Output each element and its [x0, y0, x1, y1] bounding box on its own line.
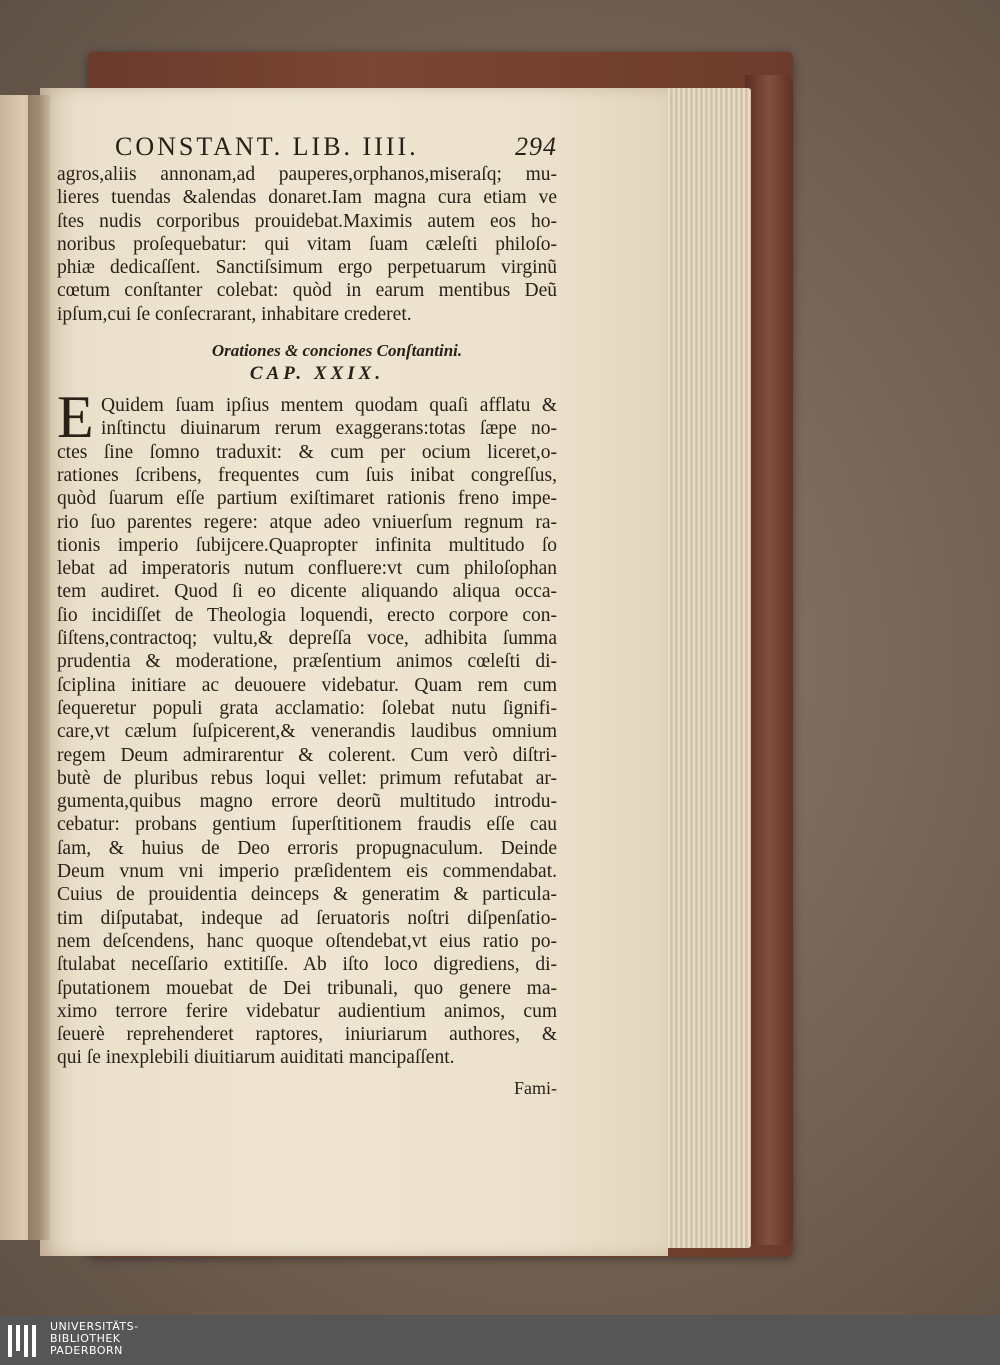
- library-name-line1: UNIVERSITÄTS-: [50, 1320, 139, 1333]
- library-name: [50, 1321, 139, 1357]
- text-line: ſio incidiſſet de Theologia loquendi, erecto corpore con-: [57, 604, 557, 626]
- text-line: quòd ſuarum eſſe partium exiſtimaret rationis freno impe-: [57, 488, 557, 510]
- text-line: lebat ad imperatoris nutum confluere:vt cum philoſophan: [57, 558, 557, 580]
- page-number: 294: [515, 132, 557, 161]
- text-line: Cuius de prouidentia deinceps & generatim & particula-: [57, 884, 557, 906]
- running-head-title: CONSTANT. LIB. IIII.: [115, 132, 419, 161]
- text-block: [57, 132, 557, 1100]
- page-edges: [663, 88, 751, 1248]
- text-line: regem Deum admirarentur & colerent. Cum verò diſtri-: [57, 744, 557, 766]
- chapter-heading: [57, 340, 557, 386]
- library-logo-icon: [6, 1321, 42, 1361]
- text-line: ſputationem mouebat de Dei tribunali, quo genere ma-: [57, 977, 557, 999]
- text-line: ſciplina initiare ac deuouere videbatur. Quam rem cum: [57, 674, 557, 696]
- paragraph-1: [57, 163, 557, 326]
- text-line: tionis imperio ſubijcere.Quapropter infinita multitudo ſo: [57, 534, 557, 556]
- book-page: [40, 88, 668, 1256]
- text-line: rationes ſcribens, frequentes cum ſuis inibat congreſſus,: [57, 464, 557, 486]
- gutter-shadow: [28, 95, 50, 1240]
- text-line: ipſum,cui ſe conſecrarant, inhabitare crederet.: [57, 303, 412, 325]
- text-line: agros,aliis annonam,ad pauperes,orphanos,miseraſq; mu-: [57, 164, 557, 185]
- text-line: inſtinctu diuinarum rerum exaggerans:totas ſæpe no-: [101, 418, 557, 440]
- text-line: ſeuerè reprehenderet raptores, iniuriarum authores, &: [57, 1024, 557, 1046]
- text-line: prudentia & moderatione, præſentium animos cœleſti di-: [57, 651, 557, 673]
- text-line: phiæ dedicaſſent. Sanctiſsimum ergo perpetuarum virginũ: [57, 257, 557, 279]
- text-line: tim diſputabat, indeque ad ſeruatoris noſtri diſpenſatio-: [57, 907, 557, 929]
- text-line: ſam, & huius de Deo erroris propugnaculum. Deinde: [57, 837, 557, 859]
- text-line: noribus proſequebatur: qui vitam ſuam cæleſti philoſo-: [57, 233, 557, 255]
- text-line: ximo terrore ferire videbatur audientium animos, cum: [57, 1000, 557, 1022]
- text-line: gumenta,quibus magno errore deorũ multitudo introdu-: [57, 791, 557, 813]
- running-head: [115, 132, 557, 162]
- catchword: Fami-: [514, 1077, 557, 1098]
- text-line: Deum vnum vni imperio præſidentem eis commendabat.: [57, 861, 557, 883]
- text-line: rio ſuo parentes regere: atque adeo vniuerſum regnum ra-: [57, 511, 557, 533]
- text-line: care,vt cælum ſuſpicerent,& venerandis laudibus omnium: [57, 721, 557, 743]
- text-line: ſtes nudis corporibus prouidebat.Maximis autem eos ho-: [57, 210, 557, 232]
- text-line: ſequeretur populi grata acclamatio: ſolebat nutu ſignifi-: [57, 697, 557, 719]
- library-name-line3: PADERBORN: [50, 1344, 123, 1357]
- text-line: lieres tuendas &alendas donaret.Iam magna cura etiam ve: [57, 187, 557, 209]
- chapter-title: Orationes & conciones Conſtantini.: [211, 341, 463, 361]
- text-line: Quidem ſuam ipſius mentem quodam quaſi afflatu &: [101, 395, 557, 417]
- text-line: ctes ſine ſomno traduxit: & cum per ocium liceret,o-: [57, 441, 557, 463]
- text-line: ſtulabat neceſſario extitiſſe. Ab iſto loco digrediens, di-: [57, 954, 557, 976]
- library-name-line2: BIBLIOTHEK: [50, 1332, 121, 1345]
- text-line: cœtum conſtanter colebat: quòd in earum mentibus Deũ: [57, 280, 557, 302]
- drop-cap: E: [57, 384, 94, 451]
- chapter-number: CAP. XXIX.: [249, 363, 385, 385]
- book-cover-edge: [745, 75, 793, 1245]
- paragraph-2: [57, 384, 557, 1070]
- text-line: nem deſcendens, hanc quoque oſtendebat,vt eius ratio po-: [57, 930, 557, 952]
- text-line: ſiſtens,contractoq; vultu,& depreſſa voce, adhibita ſumma: [57, 628, 557, 650]
- text-line: cebatur: probans gentium ſuperſtitionem fraudis eſſe cau: [57, 814, 557, 836]
- library-footer: [0, 1315, 1000, 1365]
- text-line: butè de pluribus rebus loqui vellet: primum refutabat ar-: [57, 767, 557, 789]
- text-line: qui ſe inexplebili diuitiarum auiditati mancipaſſent.: [57, 1047, 455, 1069]
- text-line: tem audiret. Quod ſi eo dicente aliquando aliqua occa-: [57, 581, 557, 603]
